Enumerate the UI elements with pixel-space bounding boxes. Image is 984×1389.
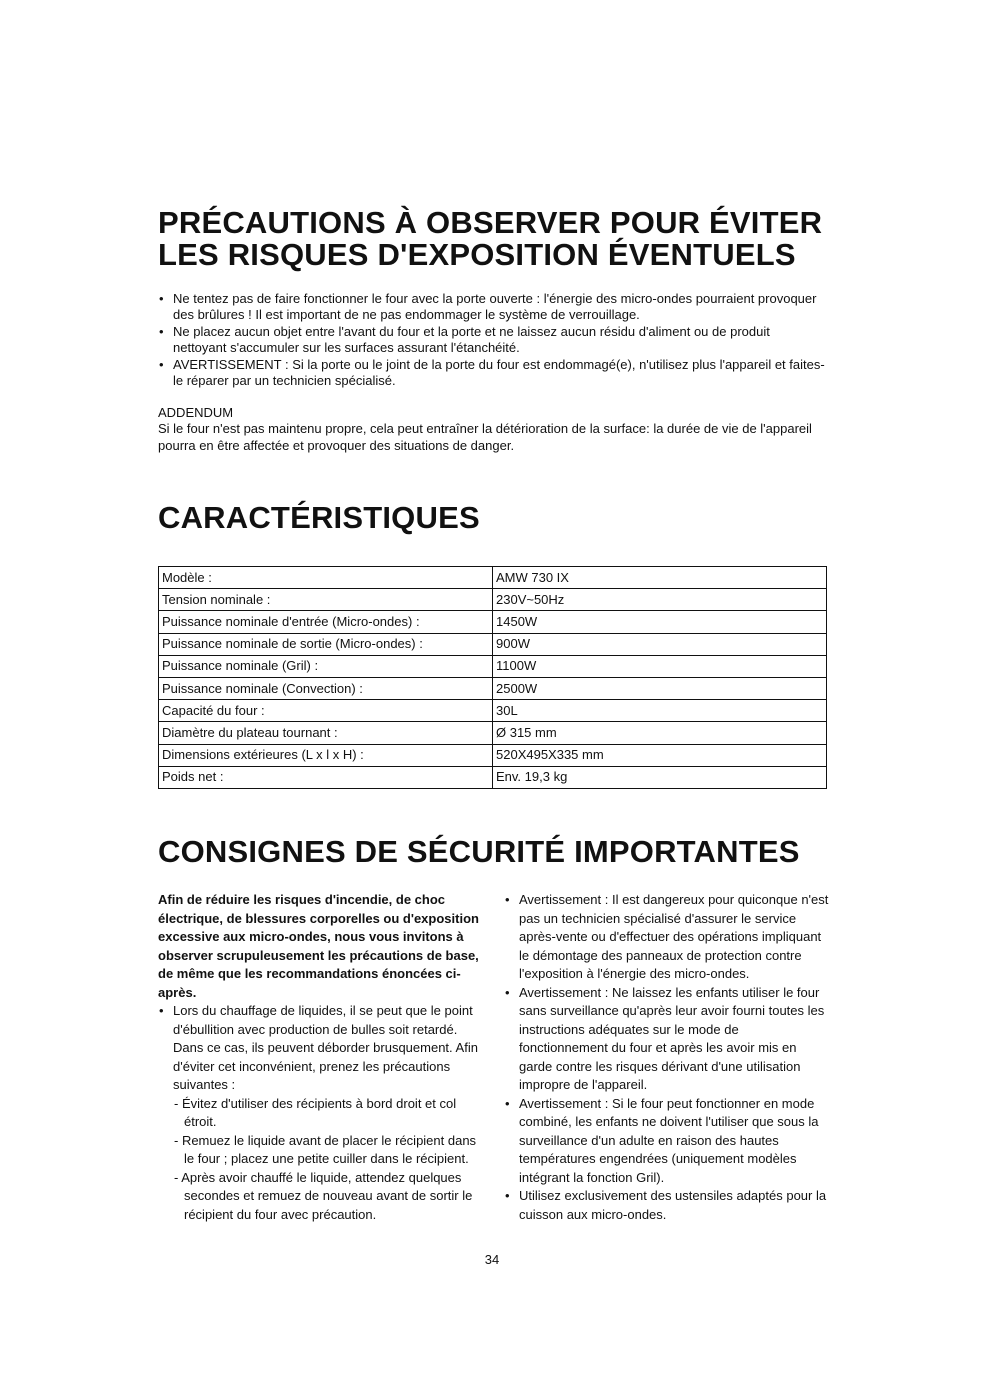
spec-value: Ø 315 mm (493, 722, 827, 744)
consignes-left-list (158, 1002, 483, 1224)
heading-caracteristiques: CARACTÉRISTIQUES (158, 500, 480, 535)
spec-label: Capacité du four : (159, 700, 493, 722)
page-number: 34 (484, 1252, 500, 1267)
heading-precautions-line1: PRÉCAUTIONS À OBSERVER POUR ÉVITER (158, 205, 823, 240)
list-item: • Avertissement : Si le four peut fonctionner en mode combiné, les enfants ne doivent l'utiliser que sous la surveillance d'un adulte en raison des hautes températures engendrées (uniquement modèles intégrant la fonction Gril). (504, 1095, 829, 1188)
spec-value: AMW 730 IX (493, 567, 827, 589)
spec-value: 900W (493, 633, 827, 655)
addendum (158, 405, 826, 454)
spec-value: 1100W (493, 655, 827, 677)
list-item: • Avertissement : Il est dangereux pour quiconque n'est pas un technicien spécialisé d'assurer le service après-vente ou d'effectuer des opérations impliquant le démontage des panneaux de protection contre l'exposition à l'énergie des micro-ondes. (504, 891, 829, 984)
consignes-right-list (504, 891, 829, 1224)
precautions-list (158, 291, 826, 389)
spec-value: 230V~50Hz (493, 589, 827, 611)
list-subitem: - Évitez d'utiliser des récipients à bord droit et col étroit. (174, 1095, 457, 1129)
consignes-left-column (158, 891, 483, 1224)
list-subitem: - Après avoir chauffé le liquide, attendez quelques secondes et remuez de nouveau avant de sortir le récipient du four avec précaution. (174, 1169, 473, 1222)
addendum-text: Si le four n'est pas maintenu propre, cela peut entraîner la détérioration de la surface: la durée de vie de l'appareil pourra en être affectée et provoquer des situations de danger. (158, 421, 812, 453)
heading-precautions-line2: LES RISQUES D'EXPOSITION ÉVENTUELS (158, 237, 796, 272)
spec-label: Puissance nominale (Convection) : (159, 677, 493, 699)
table-row (159, 611, 827, 633)
spec-label: Poids net : (159, 766, 493, 788)
list-item: • Ne tentez pas de faire fonctionner le four avec la porte ouverte : l'énergie des micro-ondes pourraient provoquer des brûlures ! Il est important de ne pas endommager le système de verrouillage. (158, 291, 826, 324)
spec-label: Puissance nominale de sortie (Micro-ondes) : (159, 633, 493, 655)
spec-value: Env. 19,3 kg (493, 766, 827, 788)
list-subitem: - Remuez le liquide avant de placer le récipient dans le four ; placez une petite cuiller dans le récipient. (174, 1132, 477, 1166)
spec-label: Puissance nominale d'entrée (Micro-ondes) : (159, 611, 493, 633)
specs-table (158, 566, 827, 789)
consignes-right-column (504, 891, 829, 1224)
table-row (159, 700, 827, 722)
list-item: • AVERTISSEMENT : Si la porte ou le joint de la porte du four est endommagé(e), n'utilisez plus l'appareil et faites-le réparer par un technicien spécialisé. (158, 357, 826, 390)
spec-value: 1450W (493, 611, 827, 633)
table-row (159, 589, 827, 611)
consignes-intro: Afin de réduire les risques d'incendie, de choc électrique, de blessures corporelles ou d'exposition excessive aux micro-ondes, nous vous invitons à observer scrupuleusement les précautions de base, de même que les recommandations énoncées ci-après. (158, 892, 479, 1000)
table-row (159, 744, 827, 766)
table-row (159, 567, 827, 589)
table-row (159, 633, 827, 655)
spec-label: Dimensions extérieures (L x l x H) : (159, 744, 493, 766)
list-item: • Utilisez exclusivement des ustensiles adaptés pour la cuisson aux micro-ondes. (504, 1187, 829, 1224)
spec-value: 2500W (493, 677, 827, 699)
spec-label: Tension nominale : (159, 589, 493, 611)
spec-label: Diamètre du plateau tournant : (159, 722, 493, 744)
spec-value: 520X495X335 mm (493, 744, 827, 766)
table-row (159, 766, 827, 788)
table-row (159, 655, 827, 677)
spec-label: Puissance nominale (Gril) : (159, 655, 493, 677)
heading-precautions (158, 207, 838, 271)
list-item: • Ne placez aucun objet entre l'avant du four et la porte et ne laissez aucun résidu d'aliment ou de produit nettoyant s'accumuler sur les surfaces assurant l'étanchéité. (158, 324, 826, 357)
heading-consignes: CONSIGNES DE SÉCURITÉ IMPORTANTES (158, 834, 800, 869)
spec-value: 30L (493, 700, 827, 722)
table-row (159, 677, 827, 699)
list-item: • Lors du chauffage de liquides, il se peut que le point d'ébullition avec production de bulles soit retardé. Dans ce cas, ils peuvent déborder brusquement. Afin d'éviter cet inconvénient, prenez les précautions suivantes : (158, 1002, 483, 1095)
addendum-title: ADDENDUM (158, 405, 234, 420)
table-row (159, 722, 827, 744)
list-item: • Avertissement : Ne laissez les enfants utiliser le four sans surveillance qu'après leur avoir fourni toutes les instructions adéquates sur le mode de fonctionnement du four et après les avoir mis en garde contre les risques dérivant d'une utilisation impropre de l'appareil. (504, 984, 829, 1095)
spec-label: Modèle : (159, 567, 493, 589)
